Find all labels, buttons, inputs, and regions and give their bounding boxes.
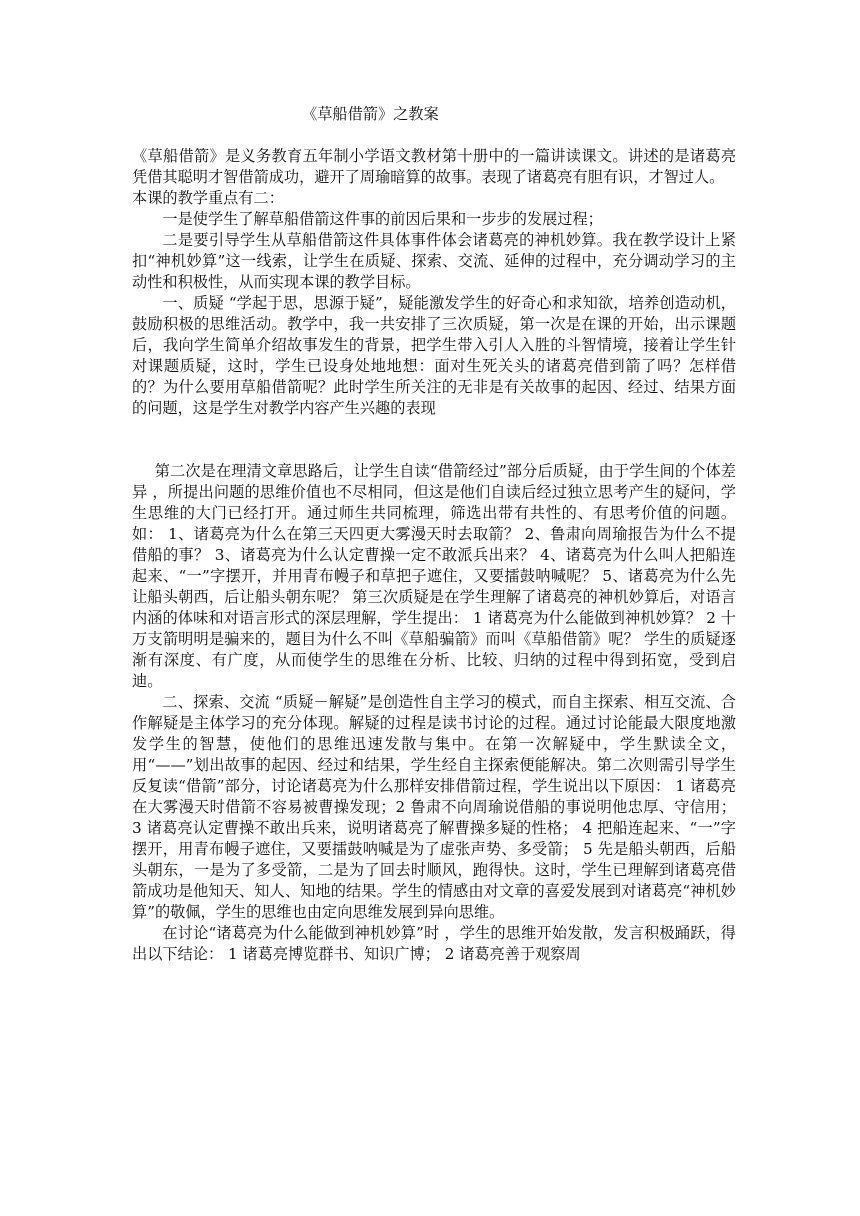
key-points-heading: 本课的教学重点有二： (132, 189, 284, 207)
section-questioning: 一、质疑 “学起于思，思源于疑”，疑能激发学生的好奇心和求知欲，培养创造动机，鼓励积极的思维活动。教学中，我一共安排了三次质疑，第一次是在课的开始，出示课题后，我向学生简单介绍故事发生的背景，把学生带入引人入胜的斗智情境，接着让学生针对课题质疑，这时，学生已设身处地地想：面对生死关头的诸葛亮借到箭了吗？怎样借的？为什么要用草船借箭呢？此时学生所关注的无非是有关故事的起因、经过、结果方面的问题，这是学生对教学内容产生兴趣的表现 (132, 294, 736, 417)
section-explore-exchange: 二、探索、交流 “质疑－解疑”是创造性自主学习的模式，而自主探索、相互交流、合作解疑是主体学习的充分体现。解疑的过程是读书讨论的过程。通过讨论能最大限度地激发学生的智慧，使他们的思维迅速发散与集中。在第一次解疑中，学生默读全文，用“——”划出故事的起因、经过和结果，学生经自主探索便能解决。第二次则需引导学生反复读“借箭”部分，讨论诸葛亮为什么那样安排借箭过程，学生说出以下原因： 1 诸葛亮在大雾漫天时借箭不容易被曹操发现；2 鲁肃不向周瑜说借船的事说明他忠厚、守信用； 3 诸葛亮认定曹操不敢出兵来，说明诸葛亮了解曹操多疑的性格； 4 把船连起来、“一”字摆开，用青布幔子遮住，又要擂鼓呐喊是为了虚张声势、多受箭； 5 先是船头朝西，后船头朝东，一是为了多受箭，二是为了回去时顺风，跑得快。这时，学生已理解到诸葛亮借箭成功是他知天、知人、知地的结果。学生的情感由对文章的喜爱发展到对诸葛亮“神机妙算”的敬佩，学生的思维也由定向思维发展到异向思维。 (132, 693, 736, 921)
document-body (132, 146, 736, 965)
key-point-two: 二是要引导学生从草船借箭这件具体事件体会诸葛亮的神机妙算。我在教学设计上紧扣“神机妙算”这一线索，让学生在质疑、探索、交流、延伸的过程中，充分调动学习的主动性和积极性，从而实现本课的教学目标。 (132, 231, 736, 291)
intro-paragraph: 《草船借箭》是义务教育五年制小学语文教材第十册中的一篇讲读课文。讲述的是诸葛亮凭借其聪明才智借箭成功，避开了周瑜暗算的故事。表现了诸葛亮有胆有识，才智过人。 (132, 147, 736, 186)
second-questioning-paragraph: 第二次是在理清文章思路后，让学生自读“借箭经过”部分后质疑，由于学生间的个体差异 ，所提出问题的思维价值也不尽相同，但这是他们自读后经过独立思考产生的疑问，学生思维的大门已经打开。通过师生共同梳理，筛选出带有共性的、有思考价值的问题。如： 1、诸葛亮为什么在第三天四更大雾漫天时去取箭？ 2、鲁肃向周瑜报告为什么不提借船的事？ 3、诸葛亮为什么认定曹操一定不敢派兵出来？ 4、诸葛亮为什么叫人把船连起来、“一”字摆开，并用青布幔子和草把子遮住，又要擂鼓呐喊呢？ 5、诸葛亮为什么先让船头朝西，后让船头朝东呢？ 第三次质疑是在学生理解了诸葛亮的神机妙算后，对语言内涵的体味和对语言形式的深层理解，学生提出： 1 诸葛亮为什么能做到神机妙算？ 2 十万支箭明明是骗来的，题目为什么不叫《草船骗箭》而叫《草船借箭》呢？ 学生的质疑逐渐有深度、有广度，从而使学生的思维在分析、比较、归纳的过程中得到拓宽，受到启迪。 (132, 462, 736, 690)
key-point-one: 一是使学生了解草船借箭这件事的前因后果和一步步的发展过程； (162, 210, 603, 228)
discussion-paragraph: 在讨论“诸葛亮为什么能做到神机妙算”时 ，学生的思维开始发散，发言积极踊跃，得出以下结论： 1 诸葛亮博览群书、知识广博； 2 诸葛亮善于观察周 (132, 924, 736, 963)
paragraph-gap (132, 419, 736, 461)
document-title: 《草船借箭》之教案 (302, 105, 439, 123)
